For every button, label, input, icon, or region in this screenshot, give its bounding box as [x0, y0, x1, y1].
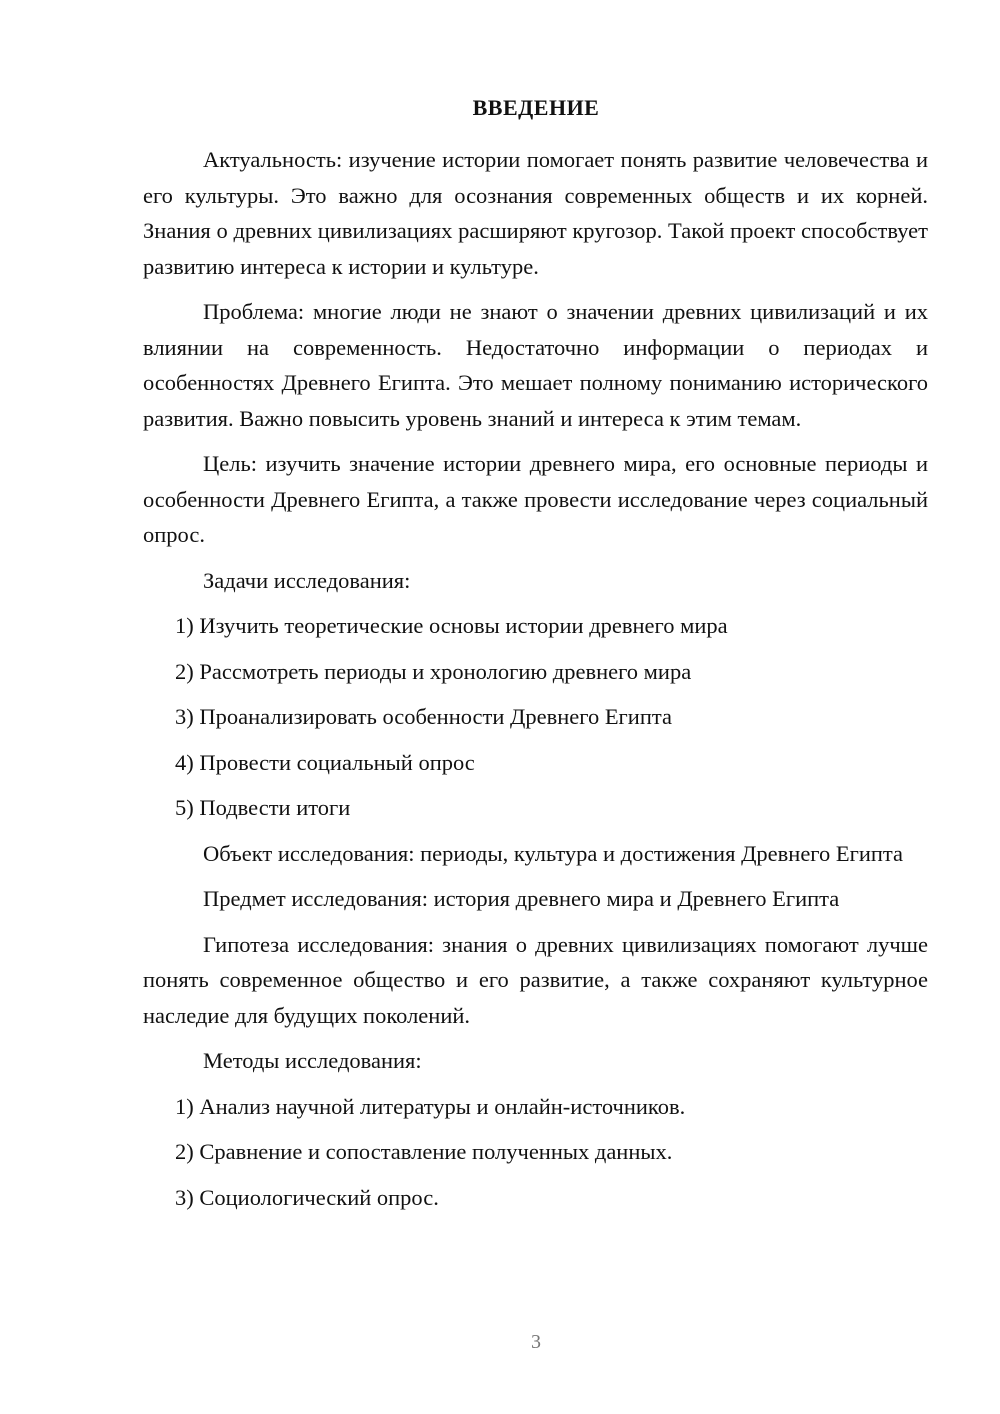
task-item: 3) Проанализировать особенности Древнего Египта [175, 704, 672, 729]
method-item: 1) Анализ научной литературы и онлайн-источников. [175, 1093, 686, 1119]
task-item: 1) Изучить теоретические основы истории древнего мира [175, 613, 728, 638]
task-item: 2) Рассмотреть периоды и хронологию древнего мира [175, 658, 692, 684]
tasks-heading: Задачи исследования: [203, 567, 411, 593]
goal-paragraph: Цель: изучить значение истории древнего мира, его основные периоды и особенности Древнего Египта, а также провести исследование через социальный опрос. [143, 451, 928, 547]
hypothesis-paragraph: Гипотеза исследования: знания о древних цивилизациях помогают лучше понять современное общество и его развитие, а также сохраняют культурное наследие для будущих поколений. [143, 931, 928, 1028]
method-item: 3) Социологический опрос. [175, 1184, 439, 1210]
page-title: ВВЕДЕНИЕ [472, 95, 600, 120]
task-item: 4) Провести социальный опрос [175, 749, 475, 775]
problem-paragraph: Проблема: многие люди не знают о значении древних цивилизаций и их влиянии на современность. Недостаточно информации о периодах и особенностях Древнего Египта. Это мешает полному пониманию исторического развития. Важно повысить уровень знаний и интереса к этим темам. [143, 299, 928, 431]
methods-heading: Методы исследования: [203, 1048, 422, 1073]
relevance-paragraph: Актуальность: изучение истории помогает понять развитие человечества и его культуры. Это важно для осознания современных обществ и их корней. Знания о древних цивилизациях расширяют кругозор. Такой проект способствует развитию интереса к истории и культуре. [143, 147, 928, 279]
page-number: 3 [531, 1331, 541, 1353]
object-paragraph: Объект исследования: периоды, культура и достижения Древнего Египта [203, 840, 903, 866]
method-item: 2) Сравнение и сопоставление полученных данных. [175, 1139, 673, 1164]
document-body [143, 142, 928, 1225]
task-item: 5) Подвести итоги [175, 795, 351, 820]
subject-paragraph: Предмет исследования: история древнего мира и Древнего Египта [203, 886, 840, 911]
